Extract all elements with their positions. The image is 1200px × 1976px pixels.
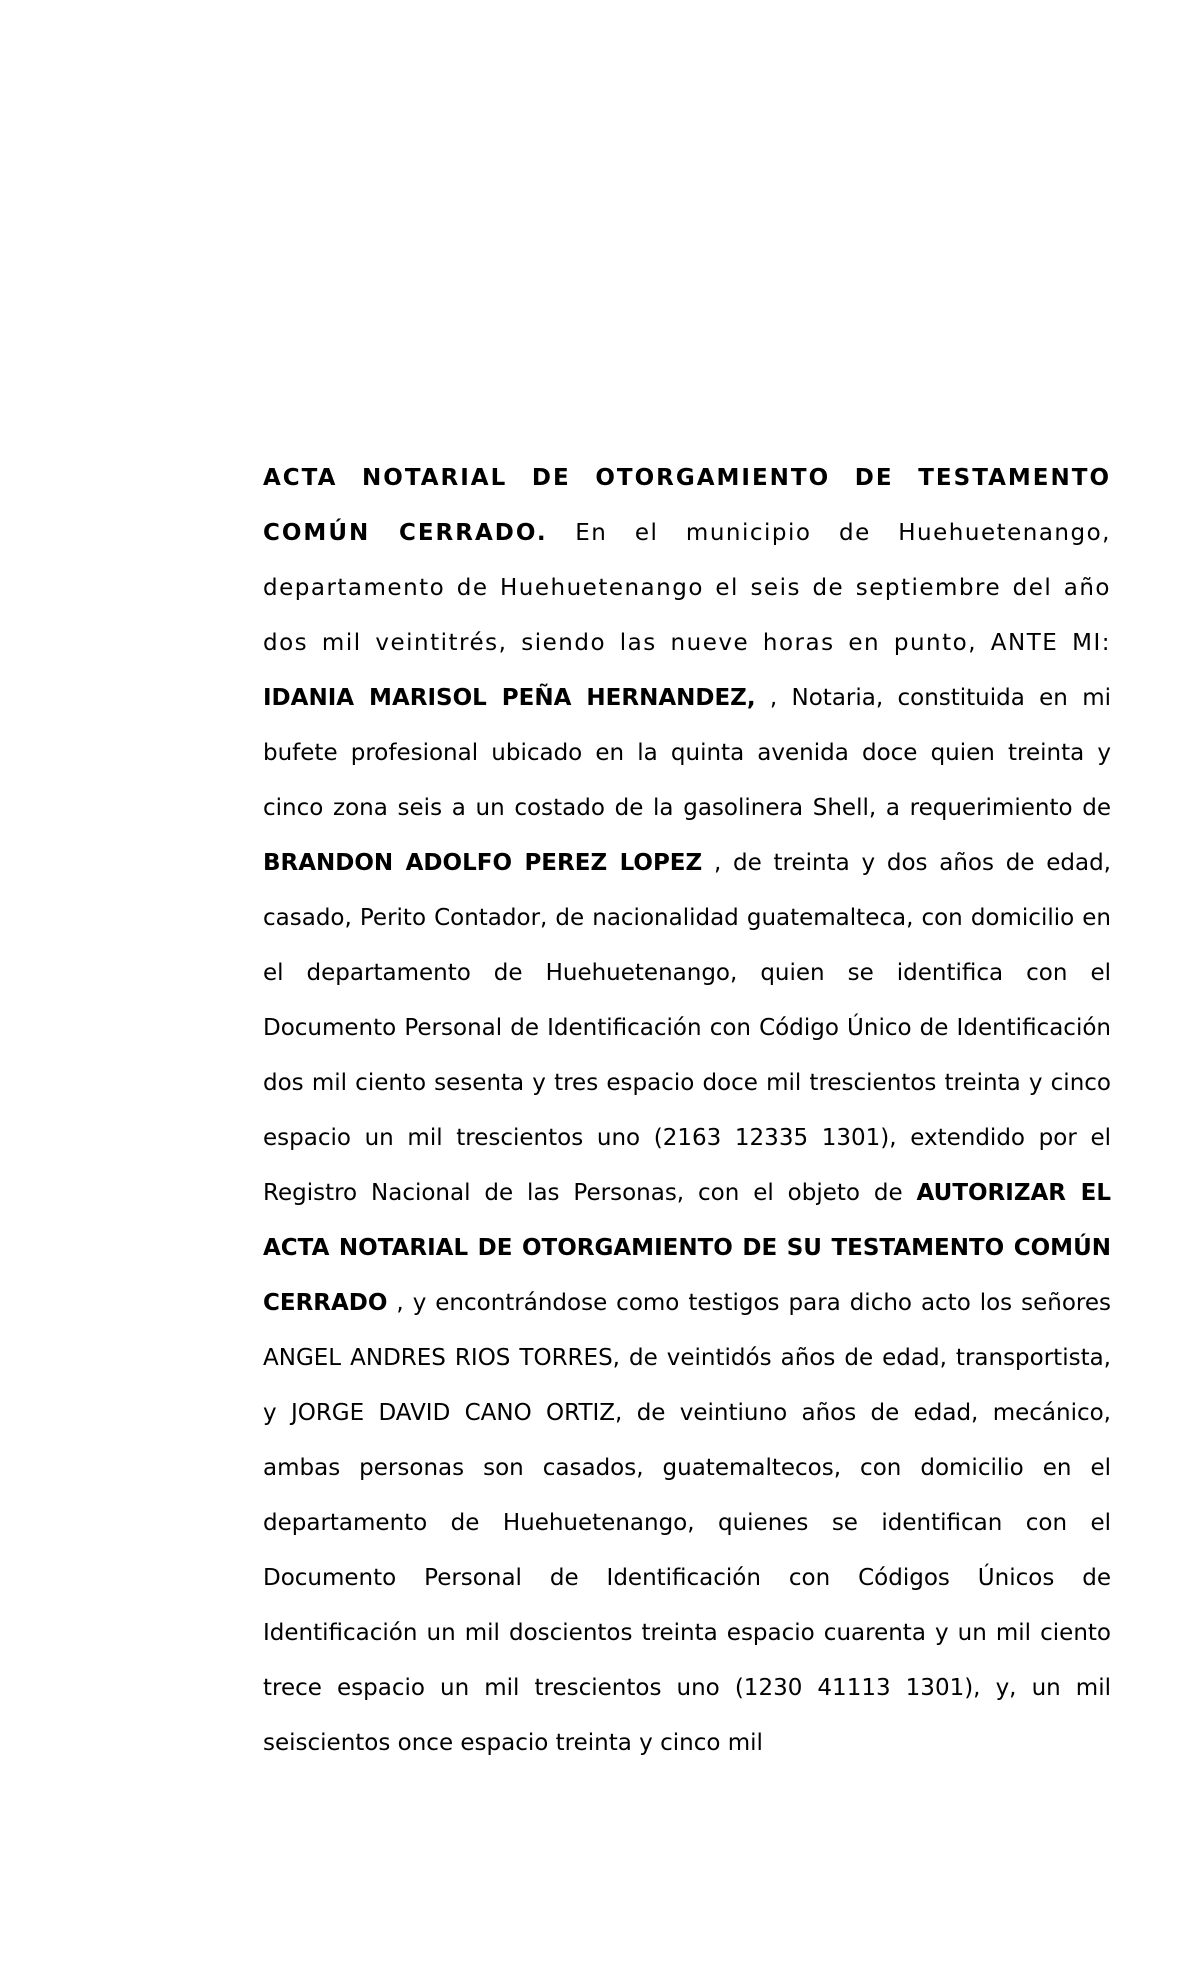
body-text-requester: , de treinta y dos años de edad, casado, Perito Contador, de nacionalidad guatemalteca, con domicilio en el departamento de Huehuetenango, quien se identifica con el Documento Personal de Identificación con Código Único de Identificación dos mil ciento sesenta y tres espacio doce mil trescientos treinta y cinco espacio un mil trescientos uno (2163 12335 1301), extendido por el Registro Nacional de las Personas, con el objeto de: [263, 850, 1111, 1206]
notary-name: IDANIA MARISOL PEÑA HERNANDEZ,: [263, 685, 756, 711]
document-object: AUTORIZAR EL ACTA NOTARIAL DE OTORGAMIENTO DE SU TESTAMENTO COMÚN CERRADO: [263, 1180, 1111, 1316]
body-text-witnesses: , y encontrándose como testigos para dicho acto los señores ANGEL ANDRES RIOS TORRES, de veintidós años de edad, transportista, y JORGE DAVID CANO ORTIZ, de veintiuno años de edad, mecánico, ambas personas son casados, guatemaltecos, con domicilio en el departamento de Huehuetenango, quienes se identifican con el Documento Personal de Identificación con Códigos Únicos de Identificación un mil doscientos treinta espacio cuarenta y un mil ciento trece espacio un mil trescientos uno (1230 41113 1301), y, un mil seiscientos once espacio treinta y cinco mil: [263, 1290, 1111, 1756]
requester-name: BRANDON ADOLFO PEREZ LOPEZ: [263, 850, 703, 876]
document-title: ACTA NOTARIAL DE OTORGAMIENTO DE TESTAMENTO COMÚN CERRADO.: [263, 465, 1111, 546]
document-body: [263, 451, 1111, 1771]
body-text-notary: , Notaria, constituida en mi bufete profesional ubicado en la quinta avenida doce quien treinta y cinco zona seis a un costado de la gasolinera Shell, a requerimiento de: [263, 685, 1111, 821]
body-text-intro: En el municipio de Huehuetenango, departamento de Huehuetenango el seis de septiembre del año dos mil veintitrés, siendo las nueve horas en punto, ANTE MI:: [263, 520, 1111, 656]
paragraph: [263, 451, 1111, 1771]
